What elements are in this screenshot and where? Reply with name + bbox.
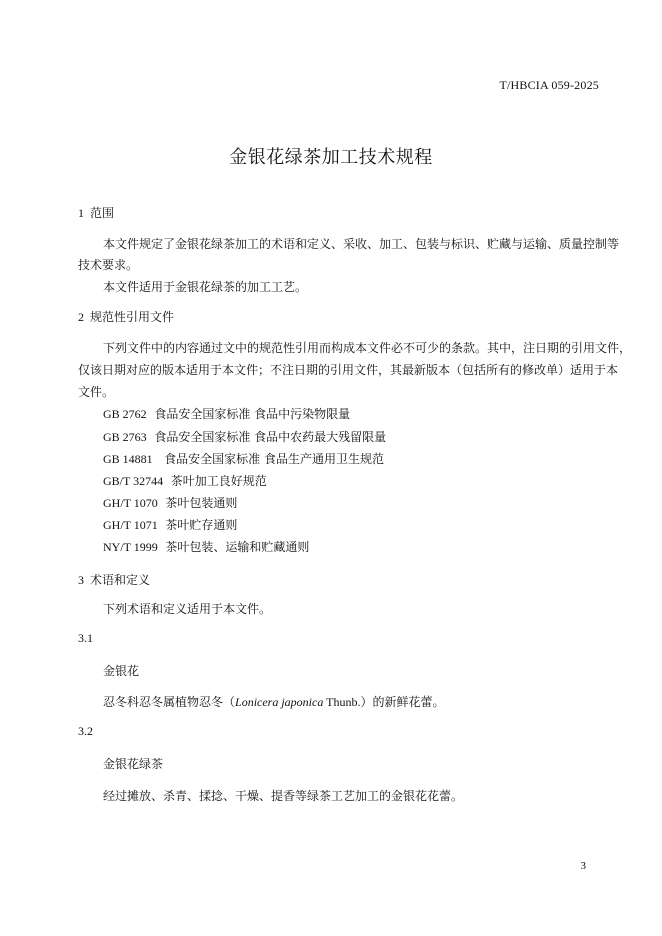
reference-item (103, 494, 237, 511)
reference-item (103, 405, 350, 422)
reference-item (103, 472, 267, 489)
latin-species: Lonicera japonica (235, 695, 324, 709)
reference-name: 食品安全国家标准 食品生产通用卫生规范 (160, 452, 384, 466)
section-title: 范围 (90, 206, 115, 220)
reference-code: GB 2762 (103, 407, 147, 421)
reference-name: 茶叶包装通则 (165, 496, 238, 510)
term-number: 3.1 (78, 631, 93, 645)
definition-text: 忍冬科忍冬属植物忍冬（ (103, 695, 236, 709)
reference-code: NY/T 1999 (103, 540, 158, 554)
standard-code: T/HBCIA 059-2025 (499, 78, 599, 92)
reference-name: 食品安全国家标准 食品中农药最大残留限量 (154, 430, 387, 444)
reference-code: GB/T 32744 (103, 474, 164, 488)
reference-code: GB 2763 (103, 430, 147, 444)
definition-text: ）的新鲜花蕾。 (360, 695, 445, 709)
reference-item (103, 538, 309, 555)
section-heading-references (78, 308, 174, 325)
term-name: 金银花 (103, 664, 140, 678)
section-number: 3 (78, 573, 84, 587)
section-title: 术语和定义 (90, 573, 151, 587)
reference-code: GB 14881 (103, 452, 153, 466)
term-definition: 经过摊放、杀青、揉捻、干燥、提香等绿茶工艺加工的金银花花蕾。 (103, 789, 464, 803)
latin-author: Thunb. (323, 695, 361, 709)
reference-name: 茶叶包装、运输和贮藏通则 (165, 540, 310, 554)
term-definition (103, 693, 444, 710)
reference-name: 茶叶贮存通则 (165, 518, 238, 532)
paragraph-line: 本文件规定了金银花绿茶加工的术语和定义、采收、加工、包装与标识、贮藏与运输、质量控制等 (103, 237, 620, 251)
paragraph-line: 文件。 (78, 385, 115, 399)
term-name: 金银花绿茶 (103, 757, 164, 771)
paragraph-line: 技术要求。 (78, 258, 139, 272)
reference-item (103, 516, 237, 533)
paragraph-line: 本文件适用于金银花绿茶的加工工艺。 (103, 280, 308, 294)
reference-item (103, 428, 386, 445)
reference-item (103, 450, 384, 467)
reference-code: GH/T 1071 (103, 518, 158, 532)
paragraph-line: 下列文件中的内容通过文中的规范性引用而构成本文件必不可少的条款。其中，注日期的引用文件， (103, 341, 632, 355)
page-number: 3 (580, 860, 586, 872)
section-heading-scope (78, 204, 114, 221)
reference-name: 食品安全国家标准 食品中污染物限量 (154, 407, 351, 421)
section-number: 2 (78, 310, 84, 324)
reference-name: 茶叶加工良好规范 (170, 474, 267, 488)
section-number: 1 (78, 206, 84, 220)
section-title: 规范性引用文件 (90, 310, 175, 324)
section-heading-terms (78, 571, 150, 588)
paragraph-line: 下列术语和定义适用于本文件。 (103, 602, 272, 616)
document-title: 金银花绿茶加工技术规程 (229, 147, 433, 168)
reference-code: GH/T 1070 (103, 496, 158, 510)
paragraph-line: 仅该日期对应的版本适用于本文件；不注日期的引用文件，其最新版本（包括所有的修改单）适用于本 (78, 363, 619, 377)
term-number: 3.2 (78, 724, 93, 738)
